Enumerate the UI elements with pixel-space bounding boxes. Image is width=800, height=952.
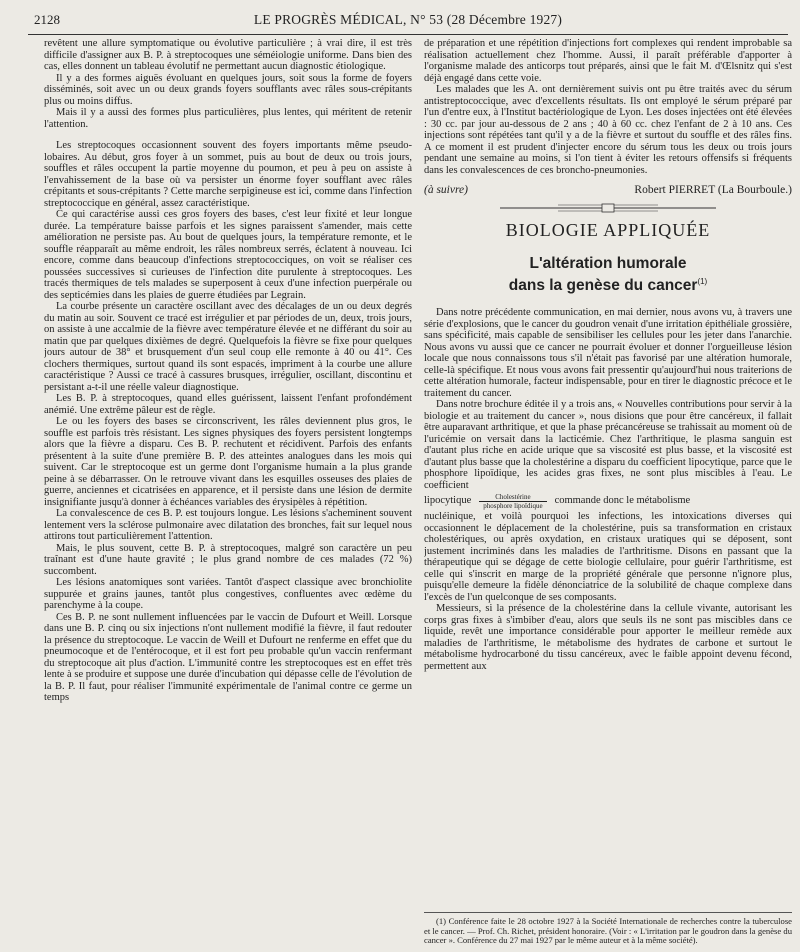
formula-numerator: Cholestérine: [495, 492, 531, 501]
article-title-line: L'altération humorale: [529, 255, 687, 272]
right-column: [424, 38, 792, 946]
footnote: [424, 912, 792, 946]
paragraph: Les streptocoques occasionnent souvent des foyers importants même pseudo-lobaires. Au début, gros foyer à un sommet, puis au bout de deux ou trois jours, souffles et râles occupent la partie moyenne du poumon, et peu à peu on assiste à l'envahissement de la base où va persister un énorme foyer soufflant avec râles crépitants et sous-crépitants ? Cette marche serpigineuse est ici, comme dans l'infection streptococcique en général, assez caractéristique.: [44, 140, 412, 209]
paragraph: Dans notre brochure éditée il y a trois ans, « Nouvelles contributions pour servir à la biologie et au traitement du cancer », nous disions que pour être cancéreux, il fallait être auparavant arthritique, et que la phase précancéreuse se trahissait au moment où de l'uricémie on versait dans la lacticémie. Chez l'arthritique, le plasma sanguin est d'autant plus riche en acide urique que sa viscosité est plus basse, et la viscosité est d'autant plus basse que la cholestérine a disparu du coefficient lipocytique, parce que le phosphore lipoïdique, les acides gras fixes, ne sont plus miscibles à l'eau. Le coefficient: [424, 399, 792, 491]
footnote-text: (1) Conférence faite le 28 octobre 1927 à la Société Internationale de recherches contre la tuberculose et le cancer. — Prof. Ch. Richet, président honoraire. (Voir : « L'irritation par le goudron dans la genèse du cancer ». Conférence du 27 mai 1927 par le même auteur et à la même société).: [424, 916, 792, 946]
paragraph: nucléinique, et voilà pourquoi les infections, les intoxications diverses qui occasionnent le déplacement de la cholestérine, puis sa transformation en cristaux cholestériques, ou après oxydation, en cristaux uratiques qui se déposent, sont justement incriminés dans les maladies de l'arthritisme. Disons en passant que la thérapeutique qui se dégage de cette biologie cellulaire, pour guérir l'arthritisme, est celle qui s'inscrit en marge de la propriété générale que personne n'ignore plus, puisqu'elle demeure la fidèle dénonciatrice de la solubilité de chaque complexe dans l'excès de l'un quelconque de ses composants.: [424, 511, 792, 603]
running-title: LE PROGRÈS MÉDICAL, N° 53 (28 Décembre 1927): [253, 12, 563, 27]
to-be-continued-note: (à suivre): [424, 184, 468, 196]
ornamental-divider-icon: [498, 202, 718, 214]
paragraph: Le ou les foyers des bases se circonscrivent, les râles deviennent plus gros, le souffle est parfois très résistant. Les signes physiques des foyers persistent longtemps alors que la fièvre a disparu. Ces B. P. rechutent et récidivent. Parfois des enfants présentent à la suite d'une première B. P. des atteintes analogues dans les mois qui suivent. Car le streptocoque est un germe dont l'organisme humain a la plus grande peine à se débarrasser. On le retrouve vivant dans les esquilles osseuses des plaies de guerre, anciennes et cicatrisées en apparence, et il persiste dans une lésion de dermite insignifiante jusqu'à donner à échéances variables des érysipèles à répétition.: [44, 416, 412, 508]
paragraph: Messieurs, si la présence de la cholestérine dans la cellule vivante, autorisant les corps gras fixes à s'imbiber d'eau, alors que seuls ils ne sont pas miscibles dans ce liquide, revêt une importance considérable pour apporter le meilleur remède aux maladies de l'arthritisme, le métabolisme des hydrates de carbone et surtout le métabolisme hydrocarboné du tissu cancéreux, avec le faible appoint devenu fécond, permettent aux: [424, 603, 792, 672]
article-title-line: dans la genèse du cancer: [508, 277, 698, 295]
paragraph: revêtent une allure symptomatique ou évolutive particulière ; à vrai dire, il est très difficile d'assigner aux B. P. à streptocoques une séméiologie uniforme. Dans bien des cas, elles donnent un tableau évolutif ne permettant aucun diagnostic étiologique.: [44, 38, 412, 72]
paragraph: Ce qui caractérise aussi ces gros foyers des bases, c'est leur fixité et leur longue durée. La température baisse parfois et les signes paraissent s'amender, mais cette amélioration ne persiste pas. Au bout de quelques jours, la température remonte, et le souffle réapparaît au même endroit, les râles nombreux serrés, éclatent à nouveau. Ici encore, comme dans beaucoup d'infections streptococciques, on voit se réaliser ces poussées successives si curieuses de l'infection dite purulente à streptocoques. Les tracés thermiques de tels malades se superposent à ceux d'une infection puerpérale ou des septicémies dans les plaies de guerre étudiées par Legrain.: [44, 209, 412, 301]
article-signature: [424, 184, 792, 196]
paragraph: Dans notre précédente communication, en mai dernier, nous avons vu, à travers une série d'explosions, que le cancer du goudron venait d'une irritation épithéliale grossière, sans spécificité, mais capable de sensibiliser les cellules pour les jeter dans l'anarchie. Nous avons vu aussi que ce cancer ne pourrait évoluer et donner l'orgueilleuse lésion locale que nous connaissons tous s'il n'était pas favorisé par une altération humorale, celle-là spécifique. Et nous vous avons fait pressentir qu'aujourd'hui nous traiterions de cette altération humorale, facteur indispensable, pour en tirer le diagnostic précoce et le traitement du cancer.: [424, 307, 792, 399]
footnote-marker: (1): [697, 277, 708, 286]
paragraph: La courbe présente un caractère oscillant avec des décalages de un ou deux degrés du matin au soir. Souvent ce tracé est irrégulier et par périodes de un, deux, trois jours, on assiste à une accalmie de la fièvre avec température élevée et ne différant du soir au matin que par quelques dixièmes de degré. Quelquefois la fièvre se fixe pour quelques jours autour de 38° et brusquement d'un seul coup elle remonte à 40 ou 41°. Ces clochers thermiques, surtout quand ils sont espacés, impriment à la courbe une allure caractéristique ? Aussi ce tracé à cassures brusques, irrégulier, oscillant, discontinu et persistant a-t-il une réelle valeur diagnostique.: [44, 301, 412, 393]
formula-fraction: [479, 493, 546, 510]
left-column: [44, 38, 412, 946]
paragraph: Les lésions anatomiques sont variées. Tantôt d'aspect classique avec bronchiolite suppurée et grains jaunes, tantôt plus congestives, confluentes avec œdème du parenchyme à la coupe.: [44, 577, 412, 611]
lipocytic-coefficient-formula: [424, 491, 792, 511]
paragraph: de préparation et une répétition d'injections fort complexes qui rendent improbable sa réalisation actuellement chez l'homme. Aussi, il paraît préférable d'apporter à l'organisme malade des anticorps tout préparés, ainsi que le fait M. d'Œlsnitz qui s'est déjà engagé dans cette voie.: [424, 38, 792, 84]
section-heading: BIOLOGIE APPLIQUÉE: [505, 220, 711, 240]
paragraph: Les B. P. à streptocoques, quand elles guérissent, laissent l'enfant profondément anémié. Une extrême pâleur est de règle.: [44, 393, 412, 416]
formula-label: lipocytique: [424, 495, 472, 507]
paragraph: Mais, le plus souvent, cette B. P. à streptocoques, malgré son caractère un peu traînant est d'une haute gravité ; le plus grand nombre de ces malades (72 %) succombent.: [44, 542, 412, 577]
paragraph: Les malades que les A. ont dernièrement suivis ont pu être traités avec du sérum antistreptococcique, avec d'excellents résultats. Ils ont employé le sérum préparé par l'un d'entre eux, à l'Institut bactériologique de Lyon. Les doses injectées ont été élevées : 30 cc. par jour au-dessous de 2 ans ; 40 à 60 cc. chez l'enfant de 2 à 10 ans. Ces injections sont répétées tant qu'il y a de la fièvre et surtout du souffle et des râles fins. A ce moment il est prudent d'injecter encore du sérum tous les deux ou trois jours pendant une semaine au moins, si l'on tient à éviter les retours offensifs si fréquents dans les convalescences de ces broncho-pneumonies.: [424, 84, 792, 176]
formula-continuation: commande donc le métabolisme: [554, 495, 691, 507]
paragraph: Mais il y a aussi des formes plus particulières, plus lentes, qui méritent de retenir l'attention.: [44, 107, 412, 130]
paragraph: Ces B. P. ne sont nullement influencées par le vaccin de Dufourt et Weill. Lorsque dans une B. P. cinq ou six injections n'ont nullement modifié la fièvre, il faut redouter la présence du streptocoque. Le vaccin de Weill et Dufourt ne renferme en effet que du pneumocoque et de l'entérocoque, et il est fort peu probable qu'un vaccin renfermant du streptocoque ait plus d'action. L'immunité contre les streptocoques est en effet très lente à se produire et suppose une durée d'incubation qui dépasse celle de l'évolution de la B. P. Il faut, pour réaliser l'immunité expérimentale de l'animal contre ce germe un temps: [44, 611, 412, 703]
page-header: [28, 10, 788, 35]
paragraph: La convalescence de ces B. P. est toujours longue. Les lésions s'acheminent souvent lentement vers la sclérose pulmonaire avec dilatation des bronches, fait sur lequel nous attirons tout particulièrement l'attention.: [44, 508, 412, 542]
paragraph: Il y a des formes aiguës évoluant en quelques jours, soit sous la forme de foyers disséminés, soit avec un ou deux grands foyers soufflants avec râles sous-crépitants plus ou moins diffus.: [44, 72, 412, 107]
author-name: Robert PIERRET (La Bourboule.): [634, 184, 792, 196]
article-title: [424, 255, 792, 295]
page-number: 2128: [34, 12, 60, 27]
formula-denominator: phosphore lipoïdique: [479, 501, 546, 510]
